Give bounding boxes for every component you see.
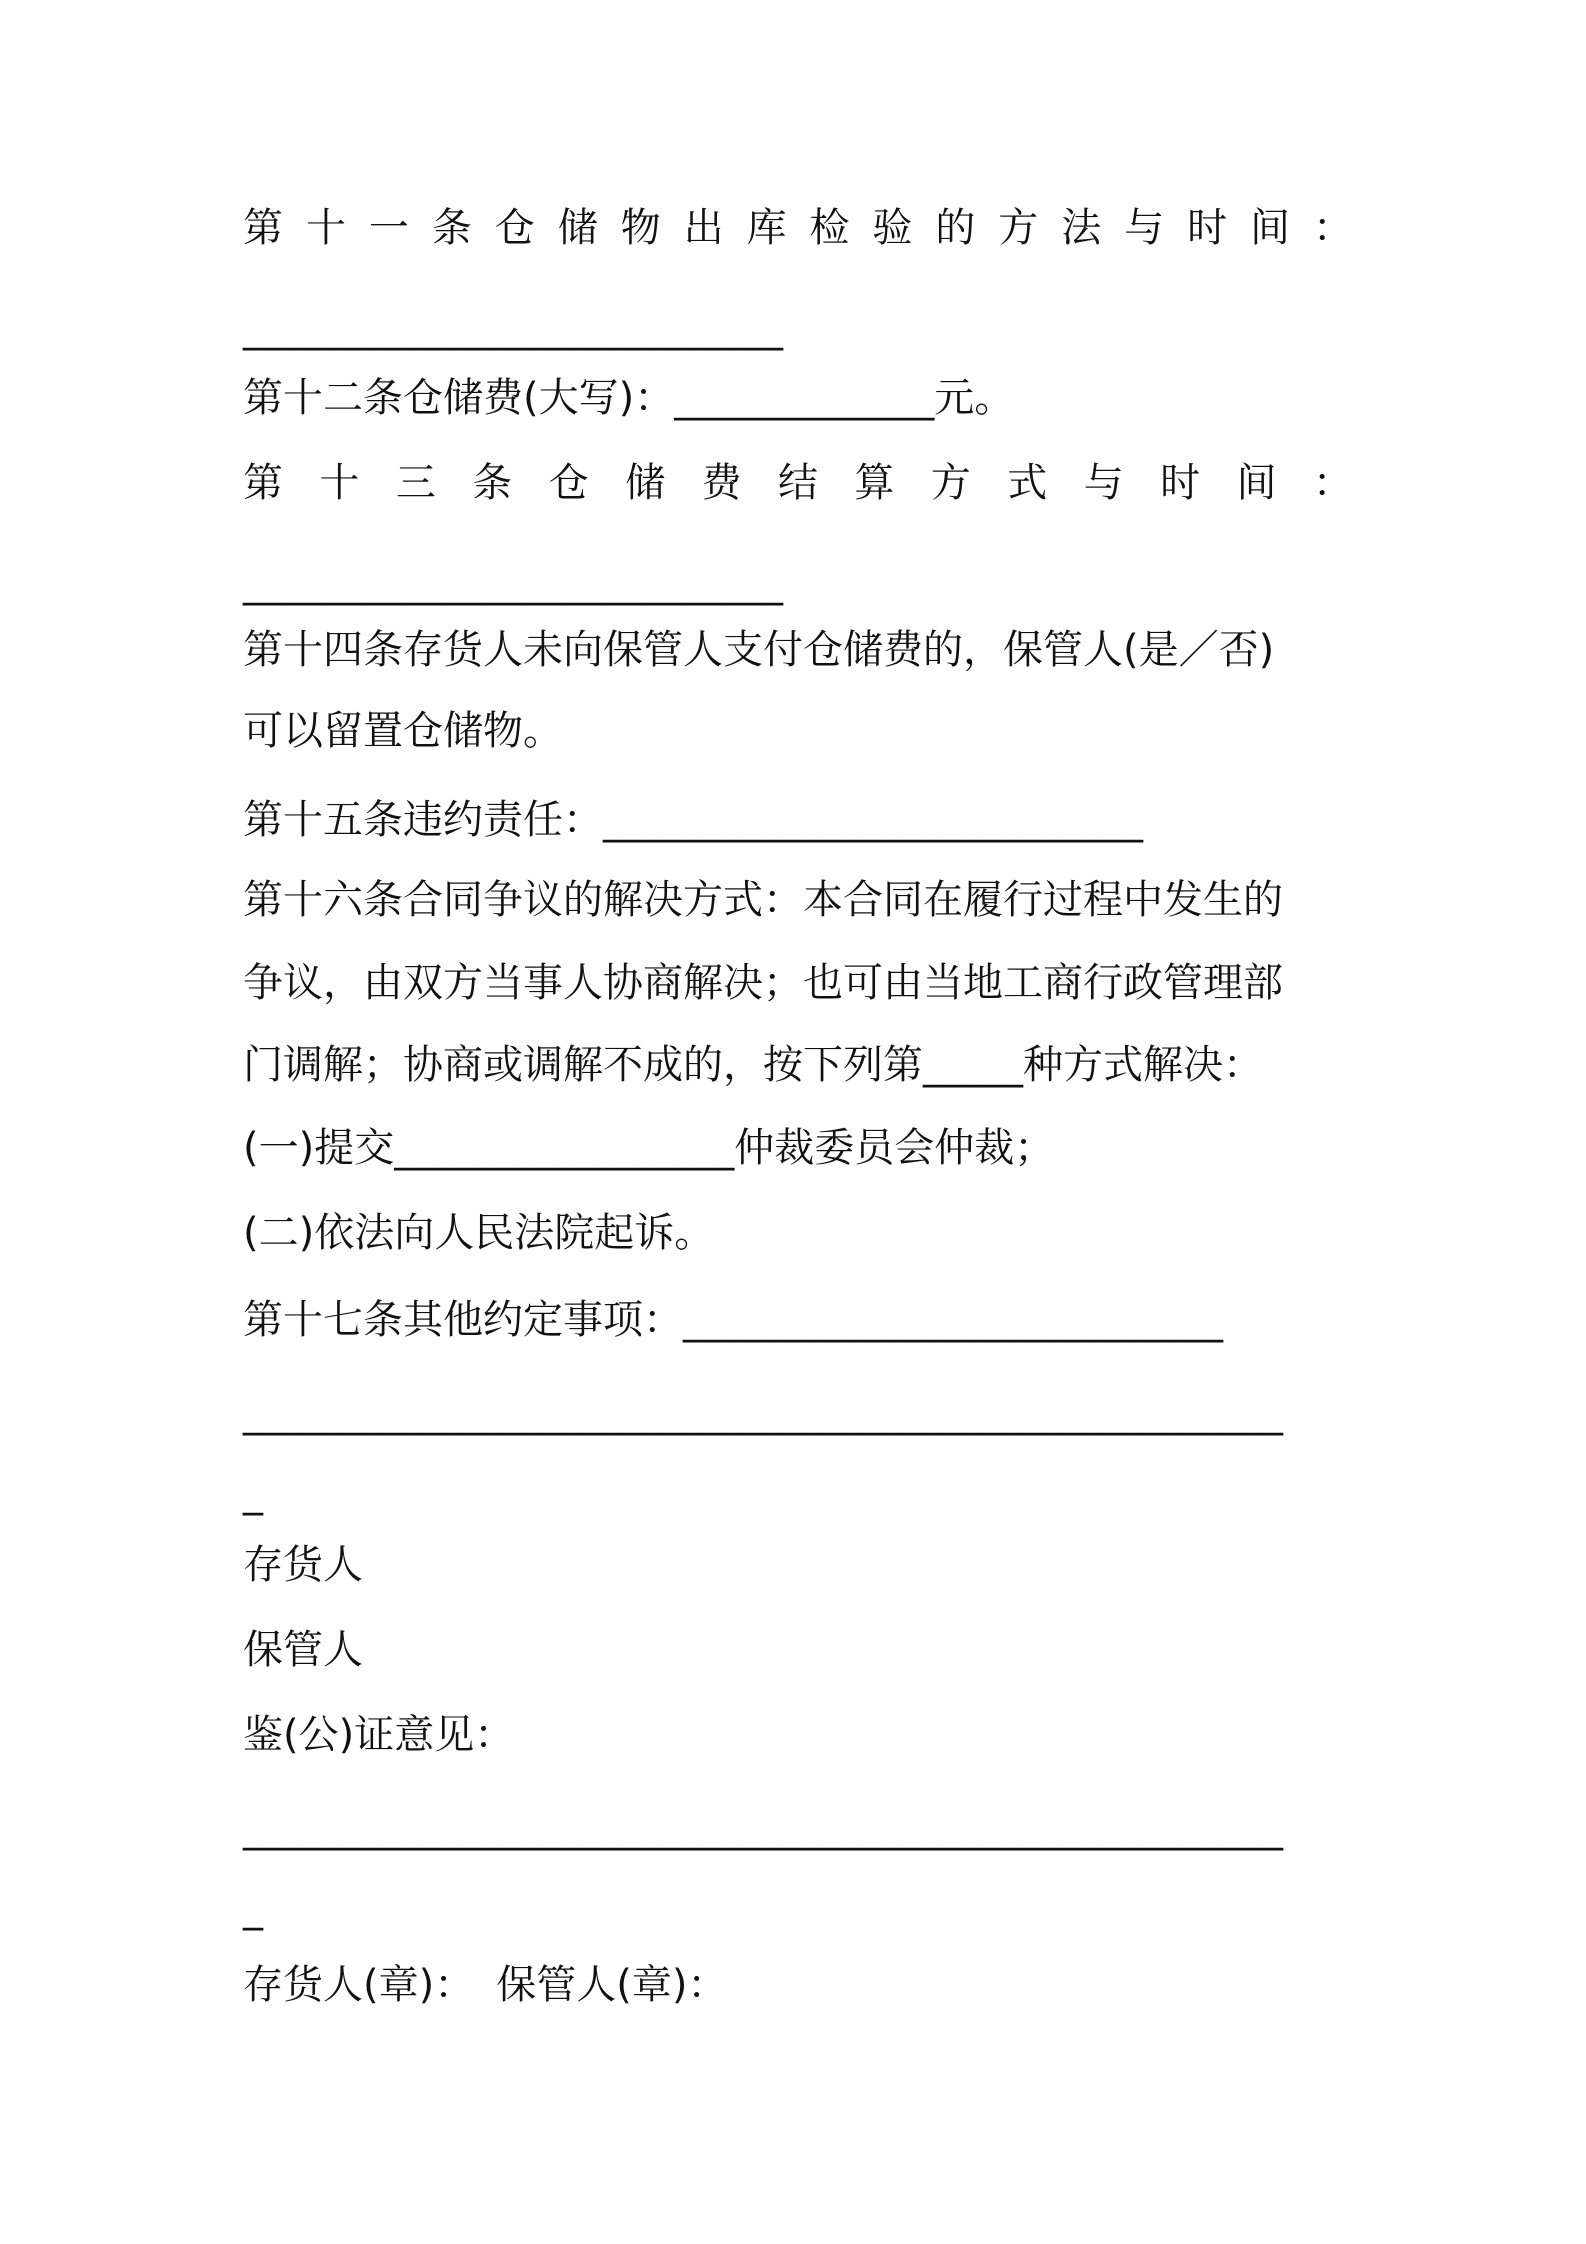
clause-11-char: 间: [1250, 205, 1290, 251]
notary-opinion-label: 鉴(公)证意见：: [243, 1712, 515, 1758]
clause-16-option-2: (二)依法向人民法院起诉。: [243, 1210, 715, 1256]
clause-11-heading: [243, 200, 1353, 256]
clause-13-char: 第: [243, 460, 283, 506]
clause-11-char: 第: [243, 205, 283, 251]
custodian-label: 保管人: [243, 1627, 363, 1673]
clause-16-option-1: (一)提交_________________仲裁委员会仲裁；: [243, 1125, 1055, 1171]
clause-15: 第十五条违约责任：___________________________: [243, 797, 1143, 843]
clause-13-char: 与: [1083, 460, 1124, 506]
clause-17: 第十七条其他约定事项：___________________________: [243, 1297, 1223, 1343]
clause-13-char: 十: [319, 460, 360, 506]
clause-11-char: 仓: [494, 205, 535, 251]
depositor-label: 存货人: [243, 1542, 363, 1588]
clause-13-heading: [243, 455, 1353, 511]
clause-16-line-3: 门调解；协商或调解不成的，按下列第_____种方式解决：: [243, 1042, 1263, 1088]
clause-13-char: ：: [1312, 460, 1353, 506]
clause-13-char: 仓: [548, 460, 589, 506]
clause-11-char: 十: [305, 205, 346, 251]
clause-13-char: 间: [1236, 460, 1277, 506]
clause-16-line-2: 争议，由双方当事人协商解决；也可由当地工商行政管理部: [243, 960, 1283, 1006]
clause-11-char: 检: [809, 205, 850, 251]
clause-14-line-1: 第十四条存货人未向保管人支付仓储费的，保管人(是／否): [243, 627, 1275, 673]
clause-11-char: 的: [935, 205, 976, 251]
clause-13-char: 结: [777, 460, 818, 506]
clause-11-char: 法: [1061, 205, 1102, 251]
clause-14-line-2: 可以留置仓储物。: [243, 708, 563, 754]
clause-11-char: 验: [872, 205, 913, 251]
clause-11-char: 物: [620, 205, 661, 251]
clause-13-char: 储: [625, 460, 666, 506]
notary-blank-tail: _: [243, 1885, 263, 1931]
clause-11-char: 方: [998, 205, 1039, 251]
clause-13-char: 三: [395, 460, 436, 506]
clause-11-char: 条: [431, 205, 472, 251]
seal-line: [243, 1957, 1353, 2013]
clause-17-blank-tail: _: [243, 1470, 263, 1516]
clause-11-char: 与: [1124, 205, 1165, 251]
clause-13-char: 式: [1007, 460, 1048, 506]
clause-11-char: ：: [1312, 205, 1353, 251]
clause-13-char: 算: [854, 460, 895, 506]
clause-11-blank: ___________________________: [243, 305, 783, 351]
clause-11-char: 库: [746, 205, 787, 251]
clause-13-char: 条: [472, 460, 513, 506]
notary-blank-long: ____________________________________________________: [243, 1805, 1283, 1851]
clause-13-blank: ___________________________: [243, 560, 783, 606]
clause-12: 第十二条仓储费(大写)：_____________元。: [243, 375, 1015, 421]
clause-13-char: 方: [930, 460, 971, 506]
custodian-seal-label: 保管人(章)：: [496, 1962, 728, 2008]
depositor-seal-label: 存货人(章)：: [243, 1962, 475, 2008]
clause-11-char: 时: [1187, 205, 1228, 251]
clause-11-char: 一: [368, 205, 409, 251]
clause-17-blank-long: ____________________________________________________: [243, 1390, 1283, 1436]
clause-11-char: 储: [557, 205, 598, 251]
clause-16-line-1: 第十六条合同争议的解决方式：本合同在履行过程中发生的: [243, 877, 1283, 923]
clause-11-char: 出: [683, 205, 724, 251]
clause-13-char: 时: [1160, 460, 1201, 506]
clause-13-char: 费: [701, 460, 742, 506]
